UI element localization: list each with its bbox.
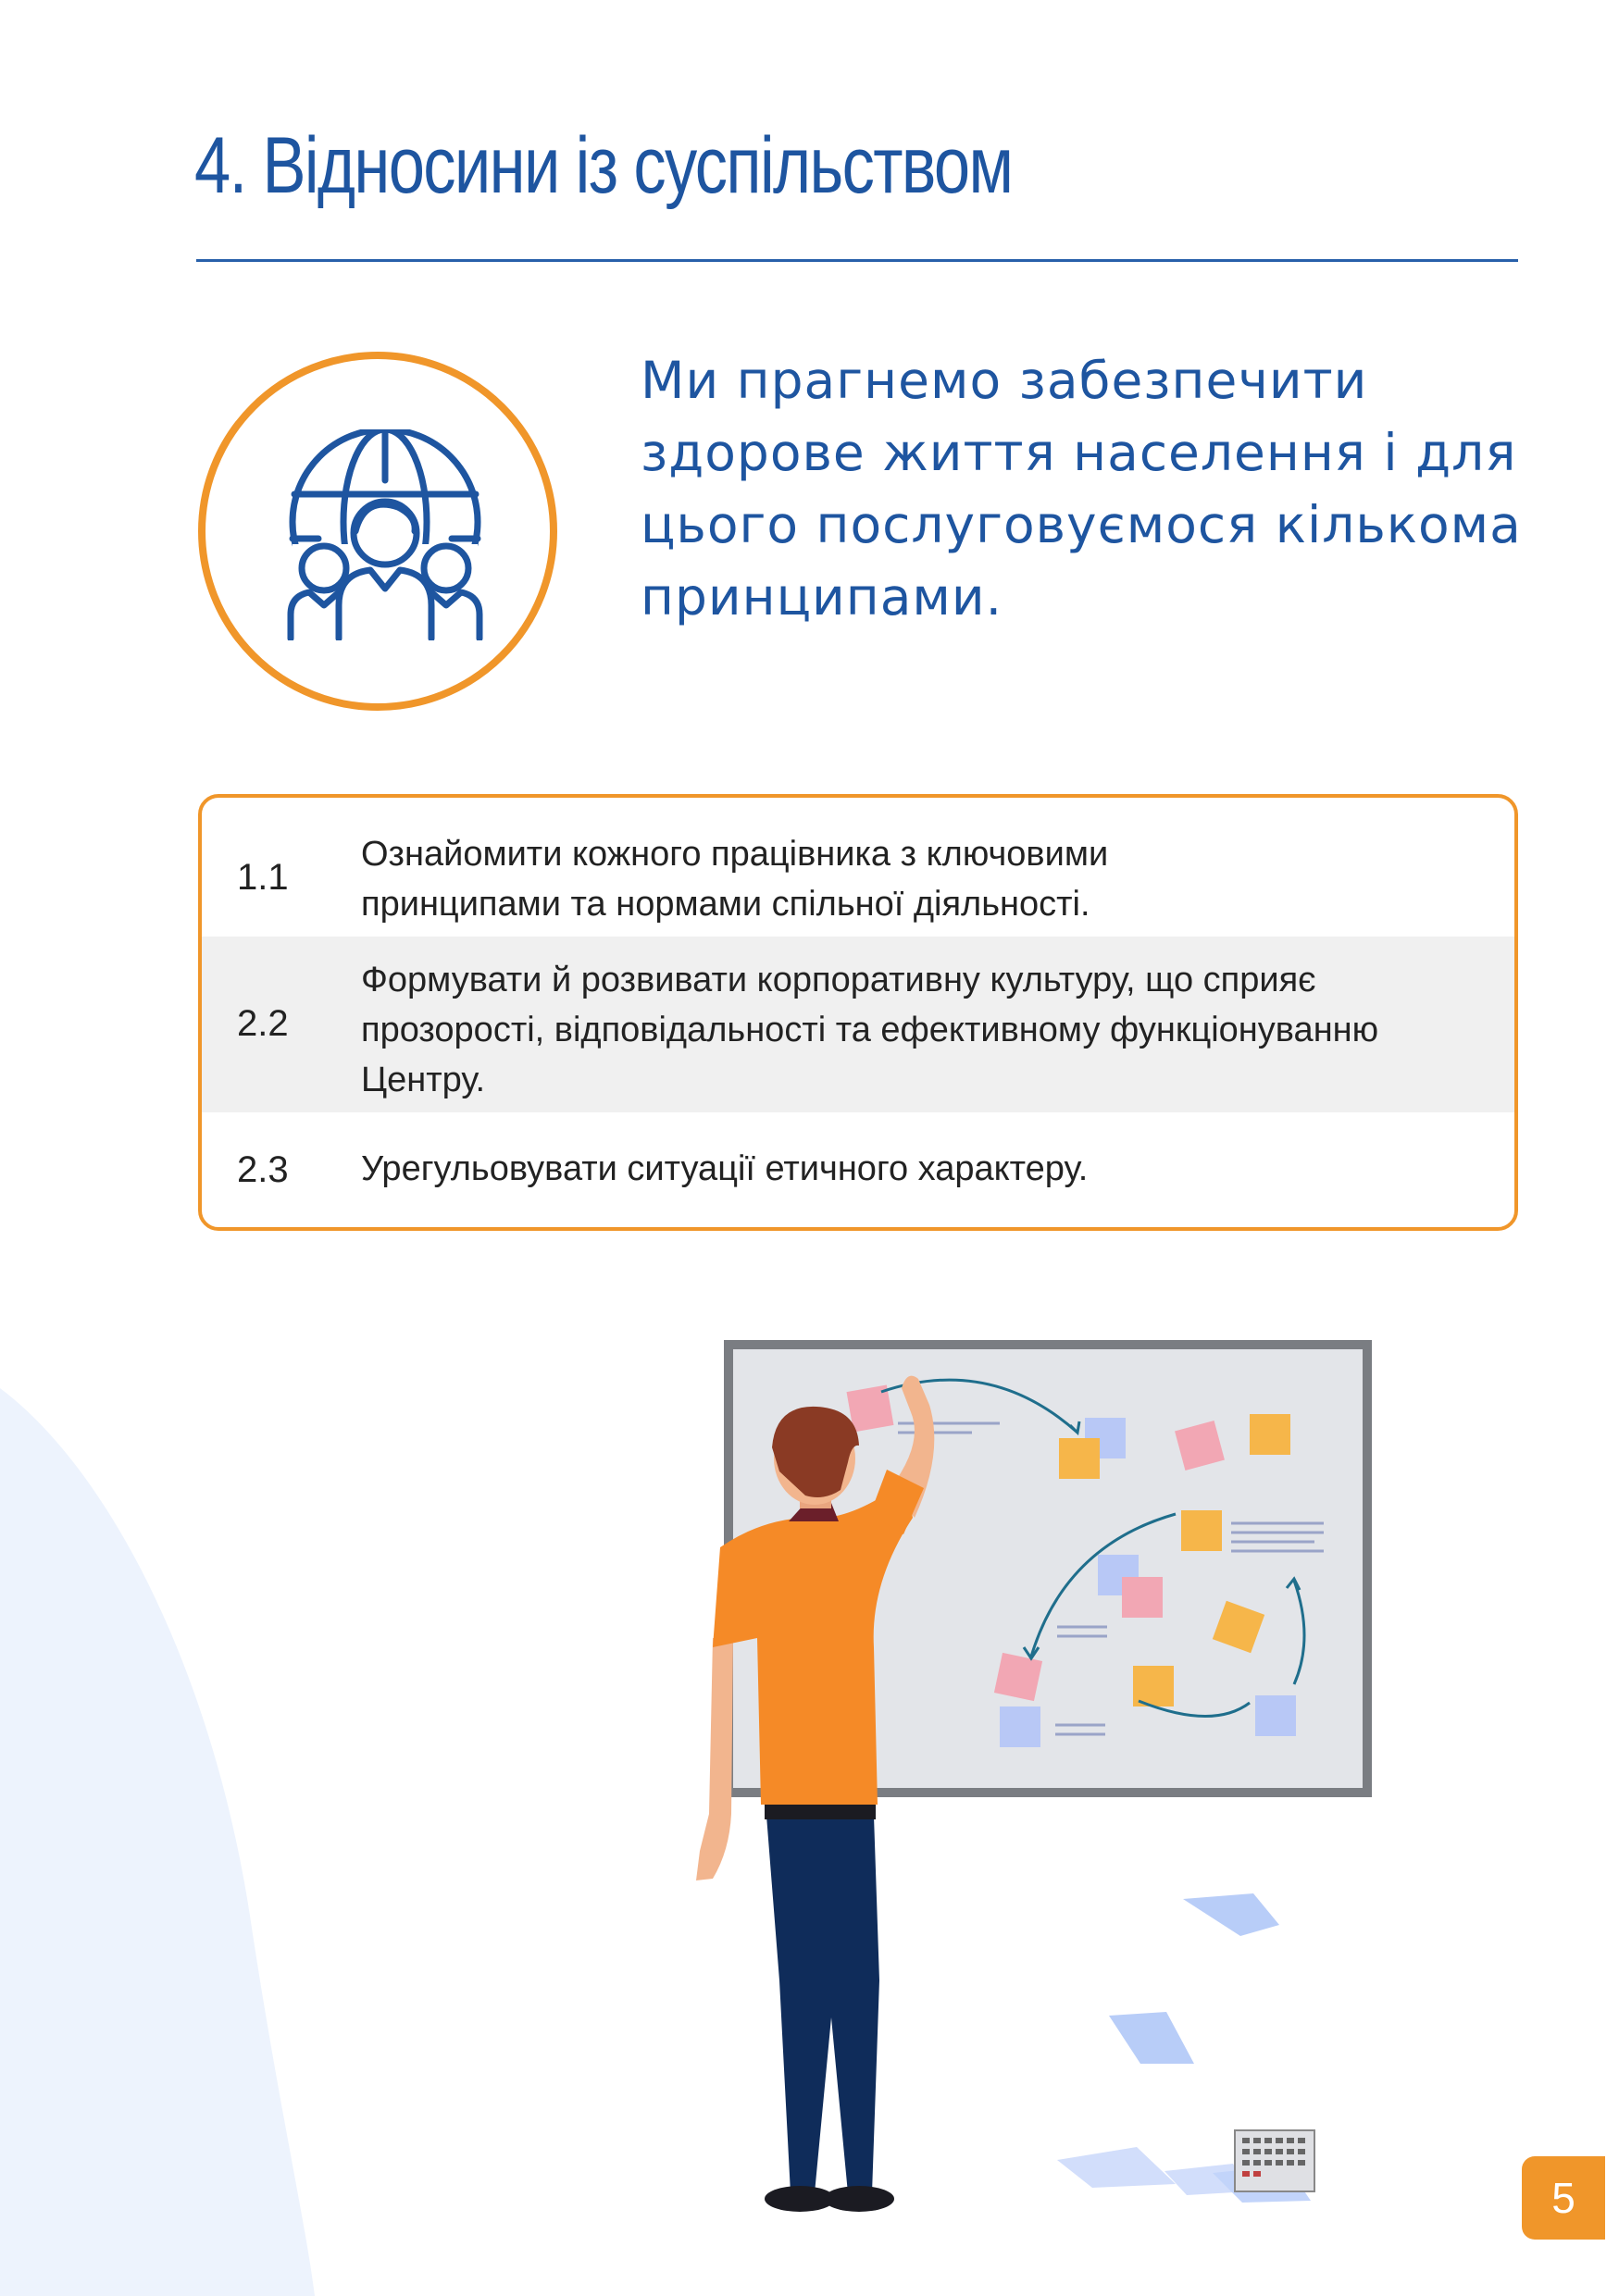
row-text: Формувати й розвивати корпоративну культуру, що сприяє прозорості, відповідальності та ефективному функціонуванню Центру. bbox=[361, 961, 1379, 1099]
man-at-whiteboard-illustration bbox=[676, 1333, 1435, 2221]
row-number: 2.3 bbox=[237, 1149, 289, 1190]
row-number: 1.1 bbox=[237, 857, 289, 898]
globe-people-emblem bbox=[198, 352, 557, 711]
table-row bbox=[202, 798, 1514, 937]
page-number-badge: 5 bbox=[1522, 2156, 1605, 2240]
table-row bbox=[202, 1112, 1514, 1231]
row-number: 2.2 bbox=[237, 1003, 289, 1044]
page-title: 4. Відносини із суспільством bbox=[194, 121, 1013, 210]
row-text: Урегульовувати ситуації етичного характеру. bbox=[361, 1149, 1089, 1188]
title-divider bbox=[196, 259, 1518, 262]
table-row bbox=[202, 937, 1514, 1112]
globe-people-icon bbox=[281, 429, 489, 640]
intro-statement: Ми прагнемо забезпечити здорове життя населення і для цього послуговуємося кількома принципами. bbox=[641, 351, 1522, 627]
principles-table bbox=[198, 794, 1518, 1231]
row-text: Ознайомити кожного працівника з ключовими принципами та нормами спільної діяльності. bbox=[361, 835, 1109, 924]
